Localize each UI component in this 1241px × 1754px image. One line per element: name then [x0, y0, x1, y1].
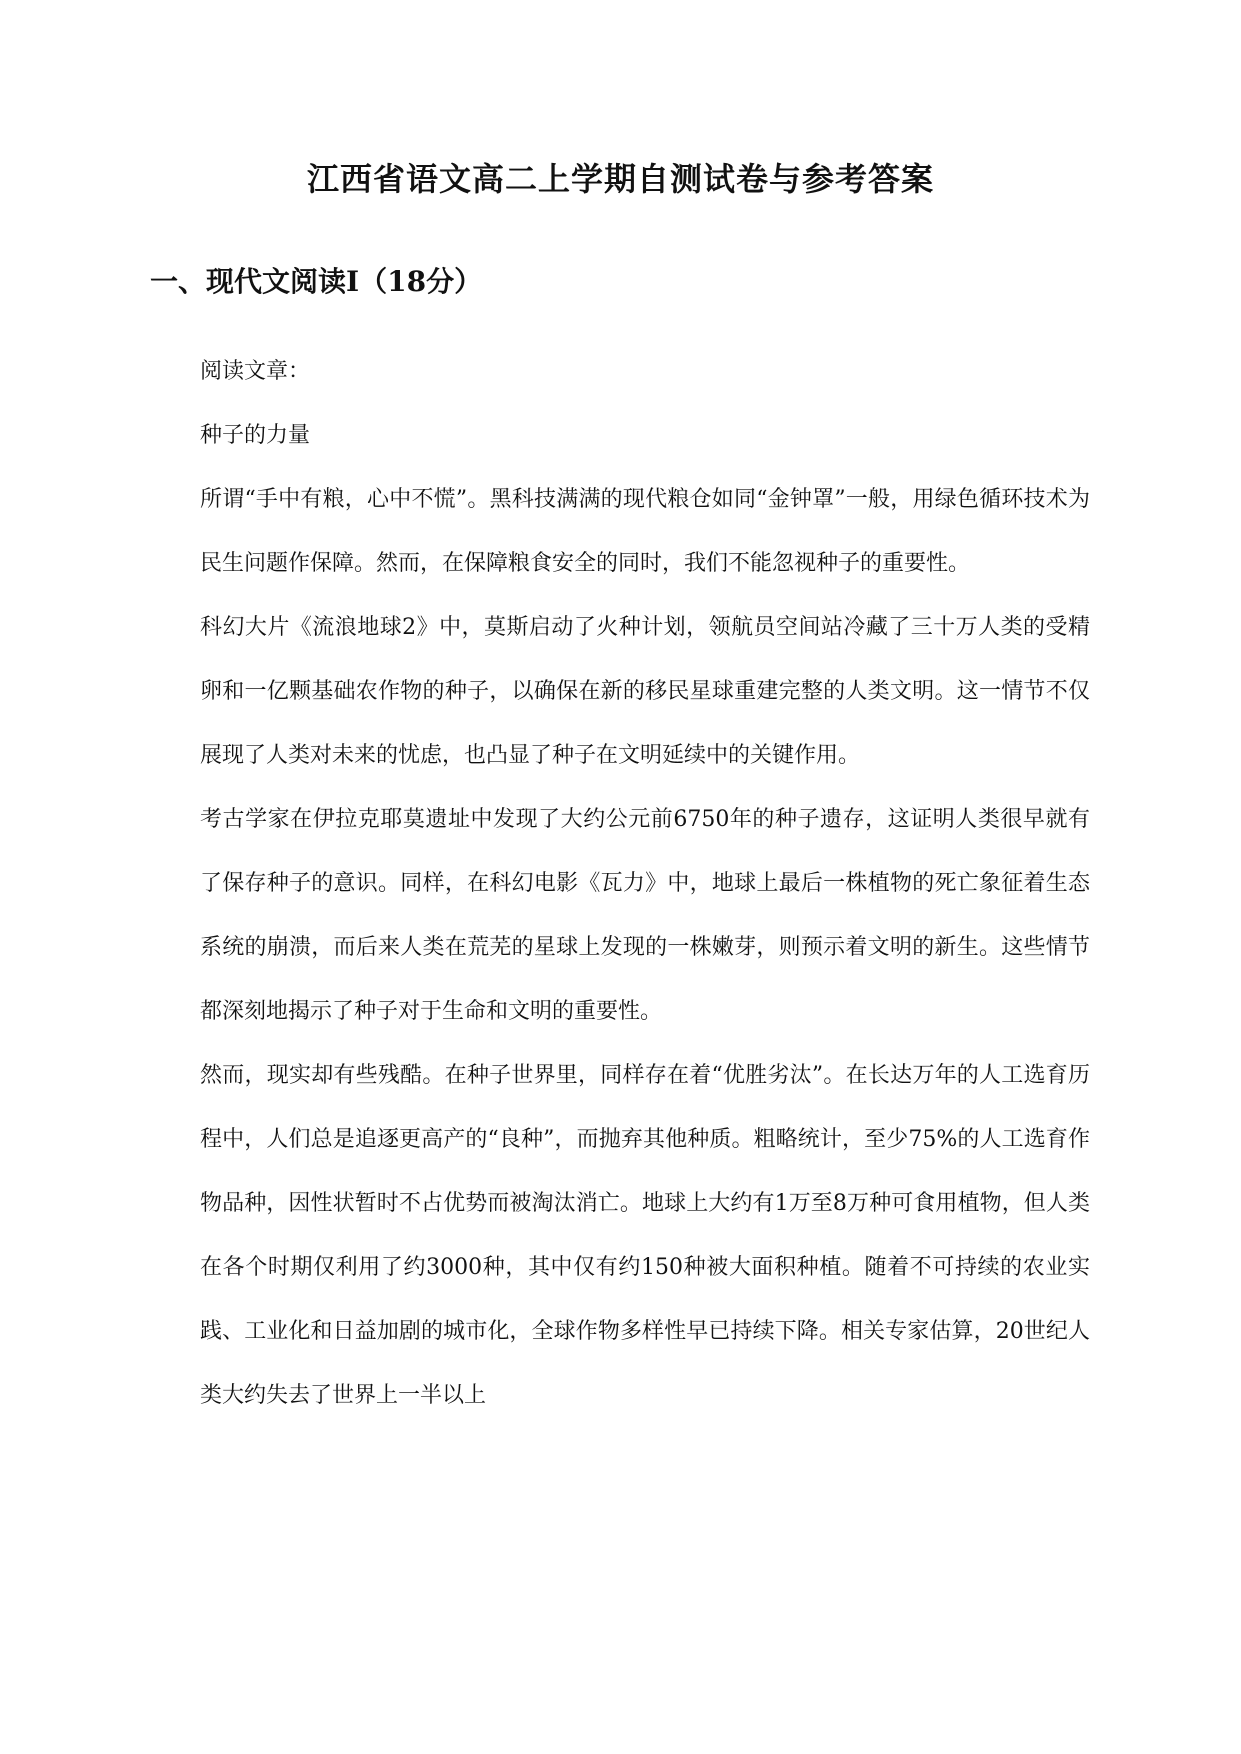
document-title: 江西省语文高二上学期自测试卷与参考答案 — [306, 160, 934, 198]
article-paragraph: 所谓“手中有粮，心中不慌”。黑科技满满的现代粮仓如同“金钟罩”一般，用绿色循环技术为民生问题作保障。然而，在保障粮食安全的同时，我们不能忽视种子的重要性。 — [200, 487, 1090, 576]
article-paragraph: 科幻大片《流浪地球2》中，莫斯启动了火种计划，领航员空间站冷藏了三十万人类的受精卵和一亿颗基础农作物的种子，以确保在新的移民星球重建完整的人类文明。这一情节不仅展现了人类对未来的忧虑，也凸显了种子在文明延续中的关键作用。 — [200, 615, 1090, 768]
reading-instruction: 阅读文章： — [200, 359, 311, 384]
article-title: 种子的力量 — [200, 423, 311, 448]
article-paragraph: 然而，现实却有些残酷。在种子世界里，同样存在着“优胜劣汰”。在长达万年的人工选育历程中，人们总是追逐更高产的“良种”，而抛弃其他种质。粗略统计，至少75%的人工选育作物品种，因性状暂时不占优势而被淘汰消亡。地球上大约有1万至8万种可食用植物，但人类在各个时期仅利用了约3000种，其中仅有约150种被大面积种植。随着不可持续的农业实践、工业化和日益加剧的城市化，全球作物多样性早已持续下降。相关专家估算，20世纪人类大约失去了世界上一半以上 — [200, 1063, 1090, 1408]
section-heading: 一、现代文阅读Ⅰ（18分） — [150, 265, 483, 298]
article-paragraph: 考古学家在伊拉克耶莫遗址中发现了大约公元前6750年的种子遗存，这证明人类很早就有了保存种子的意识。同样，在科幻电影《瓦力》中，地球上最后一株植物的死亡象征着生态系统的崩溃，而后来人类在荒芜的星球上发现的一株嫩芽，则预示着文明的新生。这些情节都深刻地揭示了种子对于生命和文明的重要性。 — [200, 807, 1090, 1024]
document-body — [200, 340, 1090, 1428]
